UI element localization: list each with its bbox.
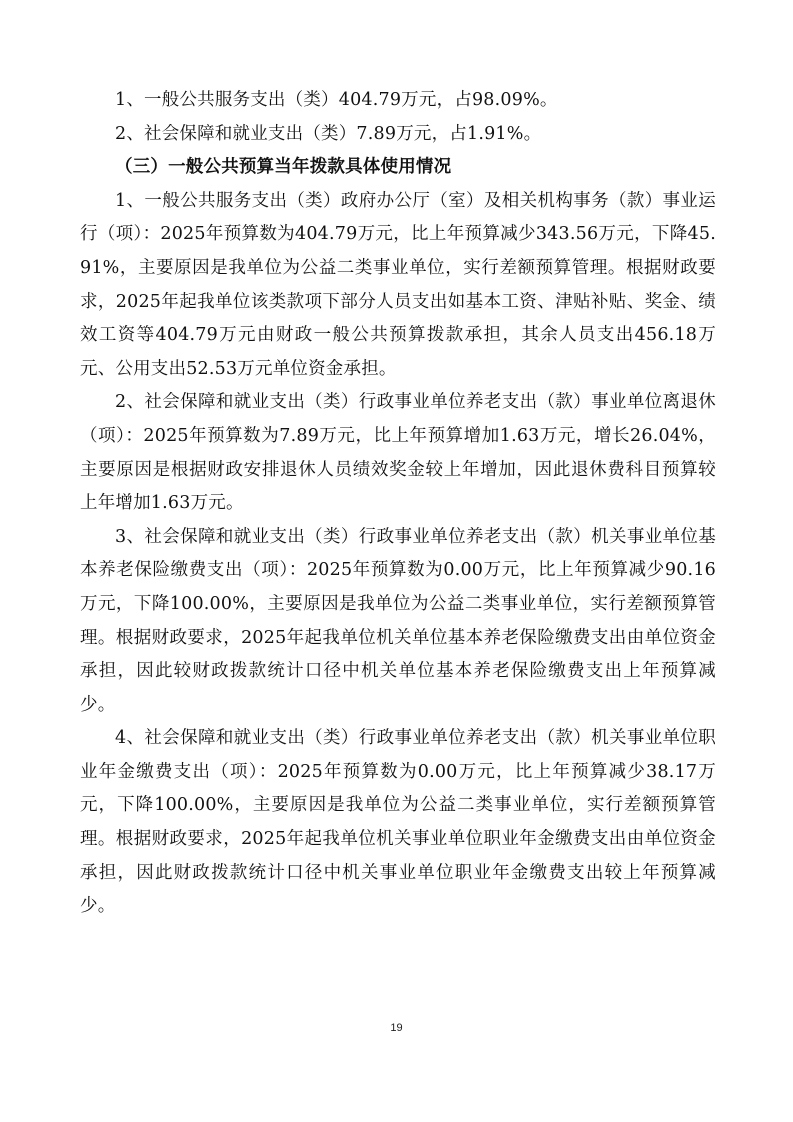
paragraph-item-1: 1、一般公共服务支出（类）政府办公厅（室）及相关机构事务（款）事业运行（项）：2025年预算数为404.79万元，比上年预算减少343.56万元，下降45.91%，主要原因是我单位为公益二类事业单位，实行差额预算管理。根据财政要求，2025年起我单位该类款项下部分人员支出如基本工资、津贴补贴、奖金、绩效工资等404.79万元由财政一般公共预算拨款承担，其余人员支出456.18万元、公用支出52.53万元单位资金承担。 xyxy=(80,190,716,379)
paragraph-general-public-services-share: 1、一般公共服务支出（类）404.79万元，占98.09%。 xyxy=(115,90,558,110)
document-body xyxy=(80,84,716,924)
section-heading: （三）一般公共预算当年拨款具体使用情况 xyxy=(115,157,452,178)
paragraph-item-4: 4、社会保障和就业支出（类）行政事业单位养老支出（款）机关事业单位职业年金缴费支出（项）：2025年预算数为0.00万元，比上年预算减少38.17万元，下降100.00%，主要原因是我单位为公益二类事业单位，实行差额预算管理。根据财政要求，2025年起我单位机关事业单位职业年金缴费支出由单位资金承担，因此财政拨款统计口径中机关事业单位职业年金缴费支出较上年预算减少。 xyxy=(80,728,716,917)
paragraph-social-security-share: 2、社会保障和就业支出（类）7.89万元，占1.91%。 xyxy=(115,123,542,144)
paragraph-item-2: 2、社会保障和就业支出（类）行政事业单位养老支出（款）事业单位离退休（项）：2025年预算数为7.89万元，比上年预算增加1.63万元，增长26.04%，主要原因是根据财政安排退休人员绩效奖金较上年增加，因此退休费科目预算较上年增加1.63万元。 xyxy=(80,392,716,514)
paragraph-item-3: 3、社会保障和就业支出（类）行政事业单位养老支出（款）机关事业单位基本养老保险缴费支出（项）：2025年预算数为0.00万元，比上年预算减少90.16万元，下降100.00%，主要原因是我单位为公益二类事业单位，实行差额预算管理。根据财政要求，2025年起我单位机关单位基本养老保险缴费支出由单位资金承担，因此较财政拨款统计口径中机关单位基本养老保险缴费支出上年预算减少。 xyxy=(80,526,716,715)
page-number: 19 xyxy=(390,1022,403,1034)
